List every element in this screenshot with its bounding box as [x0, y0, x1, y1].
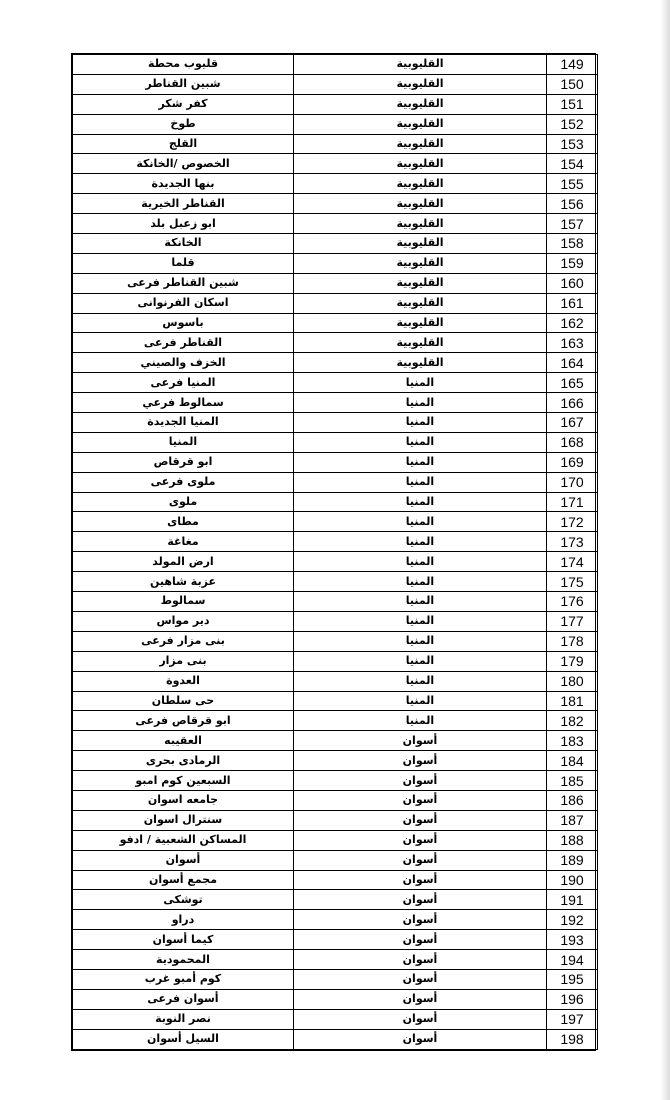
table-row [73, 234, 598, 254]
table-row [73, 631, 598, 651]
table-row [73, 731, 598, 751]
table-row [73, 353, 598, 373]
row-number-cell: 192 [547, 910, 598, 930]
branch-name-cell: كفر شكر [73, 94, 294, 114]
branch-name-cell: دير مواس [73, 611, 294, 631]
governorate-cell: المنيا [294, 631, 547, 651]
table-row [73, 293, 598, 313]
row-number-cell: 181 [547, 691, 598, 711]
table-row [73, 313, 598, 333]
governorate-cell: المنيا [294, 691, 547, 711]
row-number-cell: 153 [547, 134, 598, 154]
governorate-cell: القليوبية [294, 253, 547, 273]
row-number-cell: 162 [547, 313, 598, 333]
branch-name-cell: توشكى [73, 890, 294, 910]
branch-name-cell: القناطر فرعى [73, 333, 294, 353]
governorate-cell: المنيا [294, 611, 547, 631]
row-number-cell: 170 [547, 472, 598, 492]
table-row [73, 671, 598, 691]
row-number-cell: 161 [547, 293, 598, 313]
branch-name-cell: السيل أسوان [73, 1029, 294, 1049]
table-row [73, 890, 598, 910]
governorate-cell: القليوبية [294, 313, 547, 333]
branch-name-cell: سمالوط فرعي [73, 393, 294, 413]
table-row [73, 790, 598, 810]
table-row [73, 651, 598, 671]
table-row [73, 751, 598, 771]
branch-name-cell: مطاى [73, 512, 294, 532]
governorate-cell: القليوبية [294, 154, 547, 174]
branch-name-cell: شبين القناطر فرعى [73, 273, 294, 293]
row-number-cell: 189 [547, 850, 598, 870]
table-row [73, 55, 598, 75]
governorate-cell: المنيا [294, 373, 547, 393]
branch-name-cell: جامعه اسوان [73, 790, 294, 810]
table-row [73, 253, 598, 273]
row-number-cell: 150 [547, 74, 598, 94]
table-row [73, 969, 598, 989]
governorate-cell: المنيا [294, 492, 547, 512]
table-row [73, 1029, 598, 1049]
row-number-cell: 154 [547, 154, 598, 174]
row-number-cell: 167 [547, 413, 598, 433]
governorate-cell: المنيا [294, 532, 547, 552]
governorate-cell: أسوان [294, 830, 547, 850]
row-number-cell: 190 [547, 870, 598, 890]
row-number-cell: 172 [547, 512, 598, 532]
governorate-cell: القليوبية [294, 234, 547, 254]
row-number-cell: 193 [547, 930, 598, 950]
row-number-cell: 168 [547, 432, 598, 452]
table-row [73, 771, 598, 791]
row-number-cell: 197 [547, 1009, 598, 1029]
branch-name-cell: القلج [73, 134, 294, 154]
governorate-cell: المنيا [294, 572, 547, 592]
table-row [73, 154, 598, 174]
governorate-cell: القليوبية [294, 214, 547, 234]
table-row [73, 592, 598, 612]
table-row [73, 1009, 598, 1029]
governorate-cell: القليوبية [294, 273, 547, 293]
branch-name-cell: عزبة شاهين [73, 572, 294, 592]
table-row [73, 373, 598, 393]
row-number-cell: 191 [547, 890, 598, 910]
governorate-cell: أسوان [294, 969, 547, 989]
branch-name-cell: قليوب محطة [73, 55, 294, 75]
row-number-cell: 182 [547, 711, 598, 731]
governorate-cell: أسوان [294, 930, 547, 950]
table-row [73, 432, 598, 452]
table-row [73, 910, 598, 930]
governorate-cell: أسوان [294, 850, 547, 870]
governorate-cell: القليوبية [294, 114, 547, 134]
governorate-cell: المنيا [294, 393, 547, 413]
branch-name-cell: أسوان [73, 850, 294, 870]
table-row [73, 810, 598, 830]
table-body [73, 55, 598, 1050]
branch-name-cell: شبين القناطر [73, 74, 294, 94]
row-number-cell: 151 [547, 94, 598, 114]
governorate-cell: المنيا [294, 472, 547, 492]
branch-name-cell: المنيا فرعى [73, 373, 294, 393]
governorate-cell: أسوان [294, 950, 547, 970]
branch-name-cell: الخصوص /الخانكة [73, 154, 294, 174]
row-number-cell: 185 [547, 771, 598, 791]
row-number-cell: 149 [547, 55, 598, 75]
governorate-cell: القليوبية [294, 134, 547, 154]
governorate-cell: أسوان [294, 810, 547, 830]
branch-name-cell: العدوة [73, 671, 294, 691]
governorate-cell: أسوان [294, 989, 547, 1009]
branch-name-cell: العقيبه [73, 731, 294, 751]
row-number-cell: 152 [547, 114, 598, 134]
branch-name-cell: بنها الجديدة [73, 174, 294, 194]
governorate-cell: القليوبية [294, 194, 547, 214]
governorate-cell: القليوبية [294, 293, 547, 313]
row-number-cell: 177 [547, 611, 598, 631]
governorate-cell: المنيا [294, 512, 547, 532]
governorate-cell: أسوان [294, 1009, 547, 1029]
row-number-cell: 198 [547, 1029, 598, 1049]
governorate-cell: القليوبية [294, 353, 547, 373]
row-number-cell: 165 [547, 373, 598, 393]
row-number-cell: 188 [547, 830, 598, 850]
table-row [73, 194, 598, 214]
row-number-cell: 173 [547, 532, 598, 552]
table-row [73, 94, 598, 114]
branch-name-cell: القناطر الخيرية [73, 194, 294, 214]
branch-name-cell: السبعين كوم امبو [73, 771, 294, 791]
row-number-cell: 183 [547, 731, 598, 751]
branch-name-cell: المنيا [73, 432, 294, 452]
branch-name-cell: مغاغة [73, 532, 294, 552]
table-row [73, 393, 598, 413]
governorate-cell: المنيا [294, 413, 547, 433]
branch-name-cell: بنى مزار [73, 651, 294, 671]
branches-table-sheet [71, 53, 596, 1051]
governorate-cell: القليوبية [294, 74, 547, 94]
branch-name-cell: ابو قرقاص فرعى [73, 711, 294, 731]
table-row [73, 512, 598, 532]
governorate-cell: المنيا [294, 651, 547, 671]
branch-name-cell: دراو [73, 910, 294, 930]
row-number-cell: 175 [547, 572, 598, 592]
table-row [73, 691, 598, 711]
governorate-cell: أسوان [294, 751, 547, 771]
branches-table [72, 54, 598, 1050]
branch-name-cell: ملوى [73, 492, 294, 512]
table-row [73, 114, 598, 134]
governorate-cell: أسوان [294, 771, 547, 791]
table-row [73, 572, 598, 592]
row-number-cell: 176 [547, 592, 598, 612]
branch-name-cell: ابو زعبل بلد [73, 214, 294, 234]
branch-name-cell: المساكن الشعبية / ادفو [73, 830, 294, 850]
row-number-cell: 160 [547, 273, 598, 293]
table-row [73, 472, 598, 492]
table-row [73, 850, 598, 870]
table-row [73, 174, 598, 194]
table-row [73, 989, 598, 1009]
table-row [73, 611, 598, 631]
branch-name-cell: طوخ [73, 114, 294, 134]
table-row [73, 273, 598, 293]
governorate-cell: أسوان [294, 890, 547, 910]
row-number-cell: 180 [547, 671, 598, 691]
governorate-cell: أسوان [294, 731, 547, 751]
branch-name-cell: مجمع أسوان [73, 870, 294, 890]
row-number-cell: 178 [547, 631, 598, 651]
governorate-cell: المنيا [294, 592, 547, 612]
table-row [73, 870, 598, 890]
governorate-cell: القليوبية [294, 55, 547, 75]
branch-name-cell: ابو قرقاص [73, 452, 294, 472]
branch-name-cell: سمالوط [73, 592, 294, 612]
row-number-cell: 164 [547, 353, 598, 373]
row-number-cell: 155 [547, 174, 598, 194]
table-row [73, 492, 598, 512]
row-number-cell: 194 [547, 950, 598, 970]
row-number-cell: 187 [547, 810, 598, 830]
branch-name-cell: المحمودية [73, 950, 294, 970]
table-row [73, 532, 598, 552]
branch-name-cell: نصر النوبة [73, 1009, 294, 1029]
governorate-cell: المنيا [294, 671, 547, 691]
table-row [73, 333, 598, 353]
branch-name-cell: ملوى فرعى [73, 472, 294, 492]
governorate-cell: المنيا [294, 432, 547, 452]
governorate-cell: المنيا [294, 552, 547, 572]
branch-name-cell: الخزف والصيني [73, 353, 294, 373]
table-row [73, 134, 598, 154]
row-number-cell: 169 [547, 452, 598, 472]
governorate-cell: أسوان [294, 870, 547, 890]
governorate-cell: القليوبية [294, 94, 547, 114]
page-edge-shadow [660, 0, 670, 1100]
row-number-cell: 166 [547, 393, 598, 413]
governorate-cell: المنيا [294, 452, 547, 472]
row-number-cell: 159 [547, 253, 598, 273]
governorate-cell: القليوبية [294, 333, 547, 353]
branch-name-cell: باسوس [73, 313, 294, 333]
table-row [73, 74, 598, 94]
governorate-cell: المنيا [294, 711, 547, 731]
table-row [73, 214, 598, 234]
row-number-cell: 156 [547, 194, 598, 214]
table-row [73, 711, 598, 731]
branch-name-cell: حى سلطان [73, 691, 294, 711]
governorate-cell: أسوان [294, 790, 547, 810]
row-number-cell: 163 [547, 333, 598, 353]
branch-name-cell: بنى مزار فرعى [73, 631, 294, 651]
branch-name-cell: كيما أسوان [73, 930, 294, 950]
row-number-cell: 157 [547, 214, 598, 234]
branch-name-cell: المنيا الجديدة [73, 413, 294, 433]
row-number-cell: 179 [547, 651, 598, 671]
row-number-cell: 186 [547, 790, 598, 810]
branch-name-cell: سنترال اسوان [73, 810, 294, 830]
branch-name-cell: الخانكة [73, 234, 294, 254]
branch-name-cell: ارض المولد [73, 552, 294, 572]
row-number-cell: 184 [547, 751, 598, 771]
row-number-cell: 196 [547, 989, 598, 1009]
branch-name-cell: الرمادى بحرى [73, 751, 294, 771]
table-row [73, 452, 598, 472]
row-number-cell: 171 [547, 492, 598, 512]
governorate-cell: أسوان [294, 1029, 547, 1049]
row-number-cell: 195 [547, 969, 598, 989]
row-number-cell: 158 [547, 234, 598, 254]
table-row [73, 552, 598, 572]
governorate-cell: القليوبية [294, 174, 547, 194]
branch-name-cell: قلما [73, 253, 294, 273]
table-row [73, 413, 598, 433]
table-row [73, 930, 598, 950]
table-row [73, 950, 598, 970]
branch-name-cell: كوم أمبو غرب [73, 969, 294, 989]
branch-name-cell: اسكان الفرنوانى [73, 293, 294, 313]
governorate-cell: أسوان [294, 910, 547, 930]
branch-name-cell: أسوان فرعى [73, 989, 294, 1009]
table-row [73, 830, 598, 850]
row-number-cell: 174 [547, 552, 598, 572]
